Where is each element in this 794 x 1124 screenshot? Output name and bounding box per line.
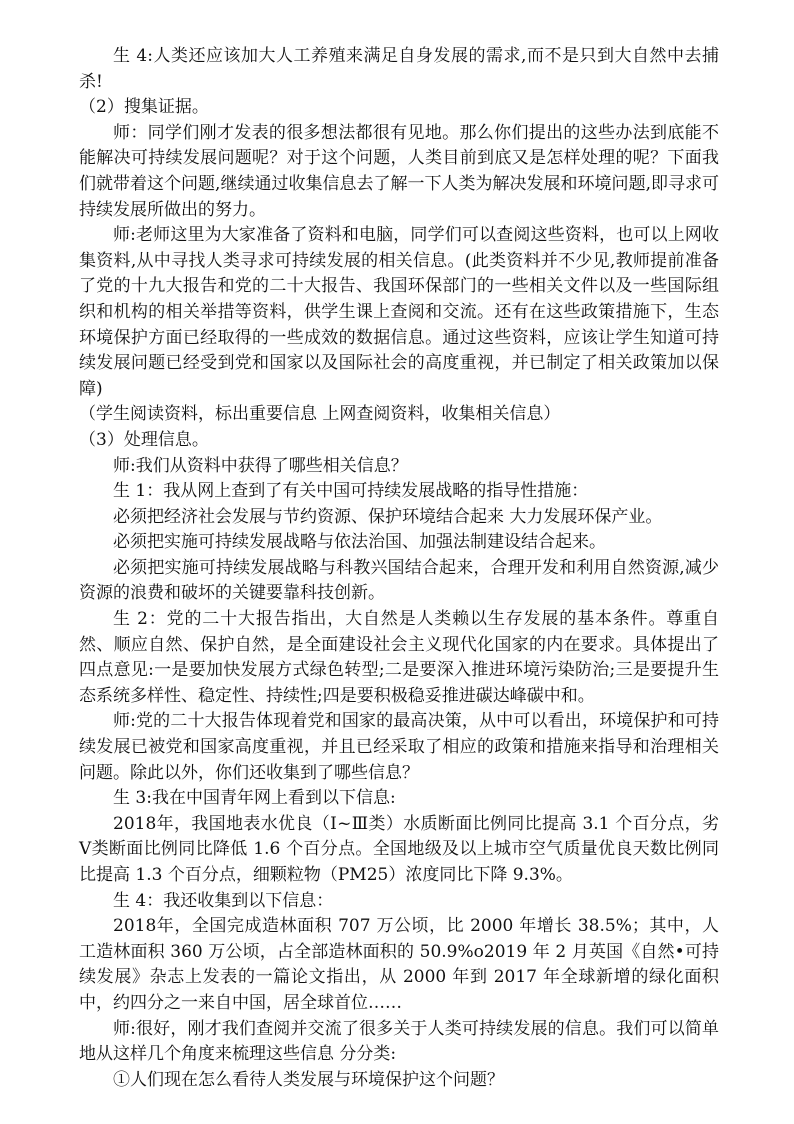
section-heading-collect-evidence: （2）搜集证据。 [79,97,209,118]
paragraph-measure-1: 必须把经济社会发展与节约资源、保护环境结合起来 大力发展环保产业。 [113,506,663,527]
paragraph-water-air-data: 2018年，我国地表水优良（Ⅰ~Ⅲ类）水质断面比例同比提高 3.1 个百分点，劣Ⅴ类断面比例同比降低 1.6 个百分点。全国地级及以上城市空气质量优良天数比例同比提高 1.3 个百分点，细颗粒物（PM25）浓度同比下降 9.3%。 [79,813,719,885]
paragraph-teacher-classify: 师:很好，刚才我们查阅并交流了很多关于人类可持续发展的信息。我们可以简单地从这样几个角度来梳理这些信息 分分类: [79,1018,719,1065]
paragraph-teacher-ask: 师:我们从资料中获得了哪些相关信息？ [113,455,408,476]
paragraph-measure-2: 必须把实施可持续发展战略与依法治国、加强法制建设结合起来。 [113,532,606,553]
paragraph-teacher-question: 师：同学们刚才发表的很多想法都很有见地。那么你们提出的这些办法到底能不能解决可持续发展问题呢？对于这个问题，人类目前到底又是怎样处理的呢？下面我们就带着这个问题,继续通过收集信息去了解一下人类为解决发展和环境问题,即寻求可持续发展所做出的努力。 [79,122,719,220]
paragraph-afforestation-data: 2018年，全国完成造林面积 707 万公顷，比 2000 年增长 38.5%；其中，人工造林面积 360 万公顷，占全部造林面积的 50.9%o2019 年 2 月英国《自然•可持续发展》杂志上发表的一篇论文指出，从 2000 年到 2017 年全球新增的绿化面积中，约四分之一来自中国，居全球首位…… [79,916,719,1013]
paragraph-student4-opinion: 生 4:人类还应该加大人工养殖来满足自身发展的需求,而不是只到大自然中去捕杀! [79,46,719,92]
paragraph-student-activity: （学生阅读资料，标出重要信息 上网查阅资料，收集相关信息） [79,404,561,425]
section-heading-process-info: （3）处理信息。 [79,429,209,450]
paragraph-teacher-materials: 师:老师这里为大家准备了资料和电脑，同学们可以查阅这些资料，也可以上网收集资料,从中寻找人类寻求可持续发展的相关信息。(此类资料并不少见,教师提前准备了党的十九大报告和党的二十大报告、我国环保部门的一些相关文件以及一些国际组织和机构的相关举措等资料，供学生课上查阅和交流。还有在这些政策措施下，生态环境保护方面已经取得的一些成效的数据信息。通过这些资料，应该让学生知道可持续发展问题已经受到党和国家以及国际社会的高度重视，并已制定了相关政策加以保障) [79,225,719,399]
paragraph-student4-intro: 生 4：我还收集到以下信息： [113,890,334,911]
paragraph-student2-report: 生 2：党的二十大报告指出，大自然是人类赖以生存发展的基本条件。尊重自然、顺应自然、保护自然，是全面建设社会主义现代化国家的内在要求。具体提出了四点意见:一是要加快发展方式绿色转型;二是要深入推进环境污染防治;三是要提升生态系统多样性、稳定性、持续性;四是要积极稳妥推进碳达峰碳中和。 [79,609,719,706]
paragraph-measure-3: 必须把实施可持续发展战略与科教兴国结合起来，合理开发和利用自然资源,减少资源的浪费和破坏的关键要靠科技创新。 [79,557,719,604]
document-body [79,44,719,1093]
paragraph-student1-intro: 生 1：我从网上查到了有关中国可持续发展战略的指导性措施： [113,481,589,502]
paragraph-student3-intro: 生 3:我在中国青年网上看到以下信息: [113,788,396,809]
paragraph-teacher-summary: 师:党的二十大报告体现着党和国家的最高决策，从中可以看出，环境保护和可持续发展已被党和国家高度重视，并且已经采取了相应的政策和措施来指导和治理相关问题。除此以外，你们还收集到了哪些信息？ [79,711,719,783]
paragraph-question-1: ①人们现在怎么看待人类发展与环境保护这个问题？ [113,1069,504,1090]
